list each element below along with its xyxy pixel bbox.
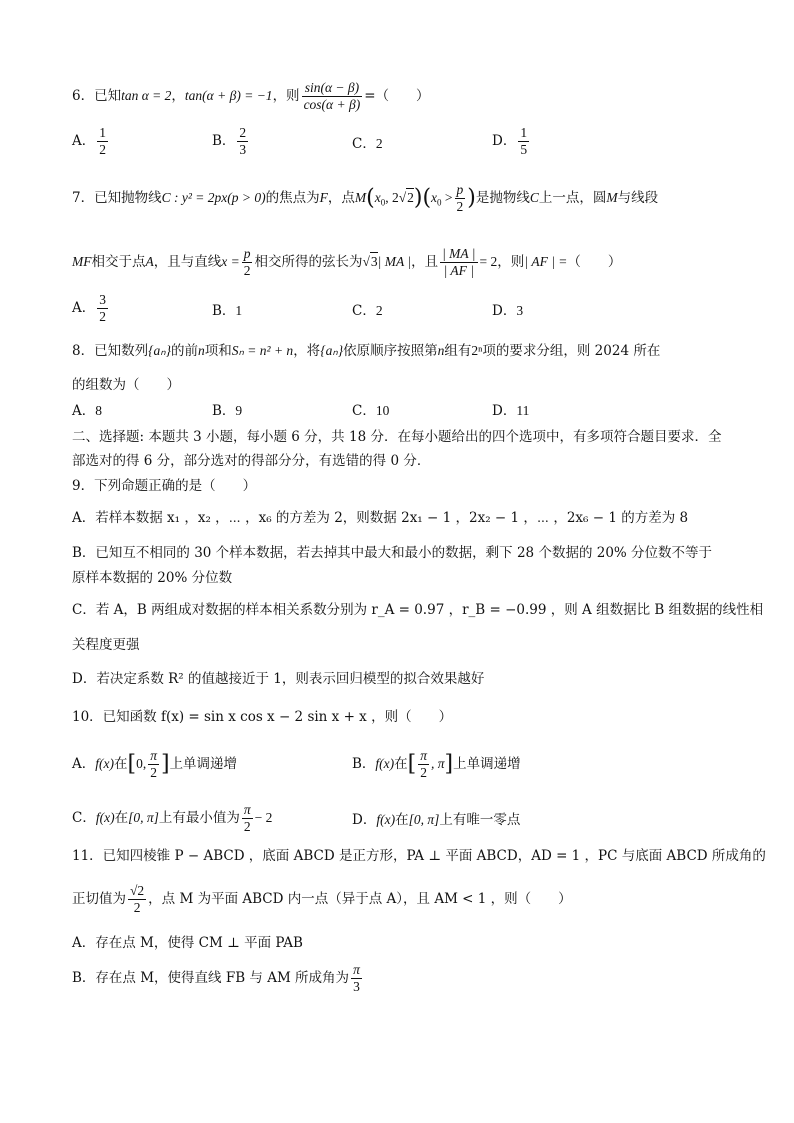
q10-interval: [0, π] [128,810,159,825]
right-bracket: ] [160,751,170,777]
q7-length: | MA | [377,254,412,269]
q10-text: 上单调递增 [453,756,521,772]
option-label: A． [72,403,96,419]
q10-function: f(x) [95,810,115,825]
option-label: C． [72,810,96,826]
option-value: 11 [516,403,530,418]
q10-function: f(x) [95,756,114,771]
q8-text: 项的要求分组，则 2024 所在 [482,343,661,359]
q7-text: 的焦点为 [265,190,320,206]
q7-fraction [242,246,253,279]
q10-function: f(x) [376,812,396,827]
option-value: 8 [95,403,102,418]
q10-text: 在 [113,756,128,772]
q8-text: 8．已知数列 [72,343,149,359]
option-fraction [518,125,529,158]
q7-sqrt-value: 2 [407,190,414,205]
q11-stem-line-1: 11．已知四棱锥 P − ABCD ，底面 ABCD 是正方形，PA ⊥ 平面 ABCD，AD = 1 ，PC 与底面 ABCD 所成角的 [72,848,766,864]
q10-option-c [72,802,272,835]
q6-stem [72,80,430,113]
q8-var-n: n [437,343,445,358]
fraction-numerator: 1 [99,125,106,140]
fraction-numerator: π [353,962,360,977]
q7-curve: C [529,190,539,205]
q8-text: 项和 [204,343,232,359]
q7-option-b [212,302,242,320]
section-2-header-line-2: 部选对的得 6 分，部分选对的得部分分，有选错的得 0 分． [72,453,431,469]
sqrt-icon: √ [362,254,370,269]
q9-stem: 9．下列命题正确的是（ ） [72,478,257,494]
q7-option-c [352,302,383,320]
q7-stem-line-1 [72,182,658,215]
q10-options-row-2 [72,802,772,846]
q7-text: 与线段 [617,190,659,206]
q10-interval-fraction [148,748,159,781]
q10-options-row-1 [72,748,772,792]
fraction-denominator: 3 [239,142,247,157]
option-label: D． [492,303,517,319]
q8-option-c [352,402,389,420]
right-paren: ) [467,185,476,211]
q10-option-a [72,748,237,781]
fraction-numerator: 2 [239,125,247,140]
section-2-header-line-1: 二、选择题: 本题共 3 小题，每小题 6 分，共 18 分．在每小题给出的四个选项中，有多项符合题目要求．全 [72,429,722,445]
option-label: A． [72,756,96,772]
left-bracket: [ [127,751,137,777]
q7-text: ，则 [497,254,525,270]
q10-function: f(x) [375,756,395,771]
q7-text: ，且 [411,254,439,270]
q10-interval: [0, π] [408,812,440,827]
q7-value: = 2 [479,254,498,269]
left-paren: ( [366,185,375,211]
q11-fraction [128,883,146,916]
q6-fraction-denominator: cos(α + β) [303,97,361,112]
q10-stem: 10．已知函数 f(x) = sin x cos x − 2 sin x + x ，则（ ） [72,709,453,725]
option-label: D． [492,403,517,419]
q7-option-a [72,292,110,325]
q8-text: ，将 [293,343,321,359]
q7-line: x = [221,254,240,269]
q8-text: 的前 [171,343,199,359]
fraction-denominator: 3 [353,979,360,994]
option-value: 2 [375,303,383,318]
q7-gt: > [441,190,453,205]
q8-sum-formula: Sₙ = n² + n [231,343,294,358]
option-fraction [97,292,108,325]
q8-var-n: n [198,343,205,358]
q6-fraction [302,80,363,113]
q7-text: 7．已知抛物线 [72,190,162,206]
option-label: D． [492,133,517,149]
fraction-numerator: 1 [520,125,528,140]
q10-text: 在 [394,756,408,772]
q7-text: ，且与直线 [153,254,222,270]
q7-point-m: M [354,190,367,205]
q11-option-a: A．存在点 M，使得 CM ⊥ 平面 PAB [72,935,303,951]
right-paren: ) [413,185,423,211]
option-label: B． [212,133,236,149]
sqrt-icon: √ [398,190,407,205]
q6-separator-2: ，则 [272,88,300,104]
fraction-numerator: p [243,246,251,261]
q10-option-b [352,748,521,781]
option-label: A． [72,300,96,316]
q7-focus: F [319,190,328,205]
q10-interval-start: 0, [136,756,147,771]
q10-min-value: − 2 [254,810,273,825]
q10-option-d [352,811,520,829]
q8-power: 2ⁿ [471,343,483,358]
q8-stem-line-1 [72,342,660,360]
q8-text: 依原顺序按照第 [343,343,438,359]
q7-ratio [440,246,477,279]
fraction-denominator: 2 [456,199,464,214]
fraction-denominator: 2 [99,309,106,324]
q7-x: x [374,190,381,205]
option-label: C． [352,403,376,419]
q9-option-c-line-1: C．若 A，B 两组成对数据的样本相关系数分别为 r_A = 0.97 ，r_B = −0.99 ，则 A 组数据比 B 组数据的线性相 [72,602,764,618]
q10-text: 上有最小值为 [158,810,240,826]
fraction-denominator: 5 [520,142,528,157]
option-fraction [237,125,248,158]
option-label: A． [72,133,96,149]
q6-option-b [212,125,250,158]
fraction-denominator: 2 [150,765,157,780]
q8-stem-line-2: 的组数为（ ） [72,377,180,393]
option-label: D． [352,812,377,828]
q11-stem-line-2 [72,883,572,916]
option-value: 1 [235,303,243,318]
q6-option-a [72,125,110,158]
q11-angle-fraction [351,962,362,995]
option-value: 9 [235,403,243,418]
option-label: C． [352,136,376,152]
fraction-numerator: 3 [99,292,106,307]
q8-option-b [212,402,242,420]
q7-text: 上一点，圆 [538,190,607,206]
q7-subscript: 0 [380,197,386,208]
option-label: B． [212,303,236,319]
fraction-numerator: | MA | [442,246,476,261]
q6-condition-2: tan(α + β) = −1 [184,88,273,103]
left-paren: ( [422,185,432,211]
fraction-denominator: 2 [420,765,427,780]
right-bracket: ] [444,751,454,777]
q11-option-b [72,962,364,995]
q6-condition-1: tan α = 2 [121,88,172,103]
q7-point-a: A [145,254,154,269]
q7-answer-blank: （ ） [567,254,622,270]
option-value: 10 [375,403,390,418]
q11-text: 正切值为 [72,891,126,907]
q7-parabola-equation: C : y² = 2px(p > 0) [161,190,266,205]
q11-text: B．存在点 M，使得直线 FB 与 AM 所成角为 [72,970,350,986]
q6-answer-blank: =（ ） [364,88,430,104]
fraction-denominator: 2 [99,142,106,157]
q10-min-fraction [242,802,253,835]
fraction-numerator: π [420,748,428,763]
fraction-numerator: π [150,748,157,763]
option-label: C． [352,303,376,319]
q7-options [72,292,772,332]
q7-segment: MF [72,254,92,269]
q7-coord: , 2 [385,190,399,205]
q7-x: x [431,190,438,205]
q6-separator: ， [171,88,185,104]
q7-sqrt-value: 3 [370,254,378,269]
option-value: 3 [516,303,524,318]
q6-fraction-numerator: sin(α − β) [302,80,363,97]
q7-text: 相交所得的弦长为 [254,254,363,270]
q10-interval-end: , π [431,756,445,771]
q10-text: 上单调递增 [169,756,238,772]
q7-fraction [455,182,466,215]
q7-text: ，点 [327,190,355,206]
q6-options [72,125,772,165]
q9-option-d: D．若决定系数 R² 的值越接近于 1，则表示回归模型的拟合效果越好 [72,671,485,687]
fraction-denominator: | AF | [443,263,474,278]
fraction-numerator: √2 [130,883,145,898]
q7-option-d [492,302,523,320]
option-value: 2 [375,136,383,151]
q9-option-b-line-2: 原样本数据的 20% 分位数 [72,570,233,586]
q9-option-b-line-1: B．已知互不相同的 30 个样本数据，若去掉其中最大和最小的数据，剩下 28 个数据的 20% 分位数不等于 [72,545,713,561]
q8-sequence: {aₙ} [148,343,172,358]
q7-stem-line-2 [72,246,621,279]
q10-text: 在 [395,812,409,828]
q9-option-a: A．若样本数据 x₁ ，x₂ ，⋯ ，x₆ 的方差为 2，则数据 2x₁ − 1 ，2x₂ − 1 ，⋯ ，2x₆ − 1 的方差为 8 [72,510,689,526]
q7-text: 是抛物线 [475,190,530,206]
q10-text: 上有唯一零点 [439,812,521,828]
left-bracket: [ [407,751,417,777]
q6-option-c [352,135,383,153]
option-fraction [97,125,108,158]
fraction-numerator: p [456,182,464,197]
q10-text: 在 [114,810,129,826]
q10-interval-fraction [418,748,429,781]
option-label: B． [212,403,236,419]
fraction-denominator: 2 [133,900,141,915]
fraction-denominator: 2 [243,263,251,278]
q7-length: | AF | = [524,254,568,269]
q8-option-d [492,402,529,420]
q7-subscript: 0 [437,197,442,208]
q6-number: 6．已知 [72,88,122,104]
fraction-denominator: 2 [243,819,251,834]
q8-option-a [72,402,102,420]
q8-sequence: {aₙ} [320,343,344,358]
q11-text: ，点 M 为平面 ABCD 内一点（异于点 A），且 AM < 1 ，则（ ） [148,891,572,907]
q8-text: 组有 [444,343,472,359]
q7-circle: M [606,190,618,205]
fraction-numerator: π [243,802,251,817]
option-label: B． [352,756,376,772]
q7-text: 相交于点 [91,254,146,270]
q9-option-c-line-2: 关程度更强 [72,637,140,653]
q6-option-d [492,125,531,158]
